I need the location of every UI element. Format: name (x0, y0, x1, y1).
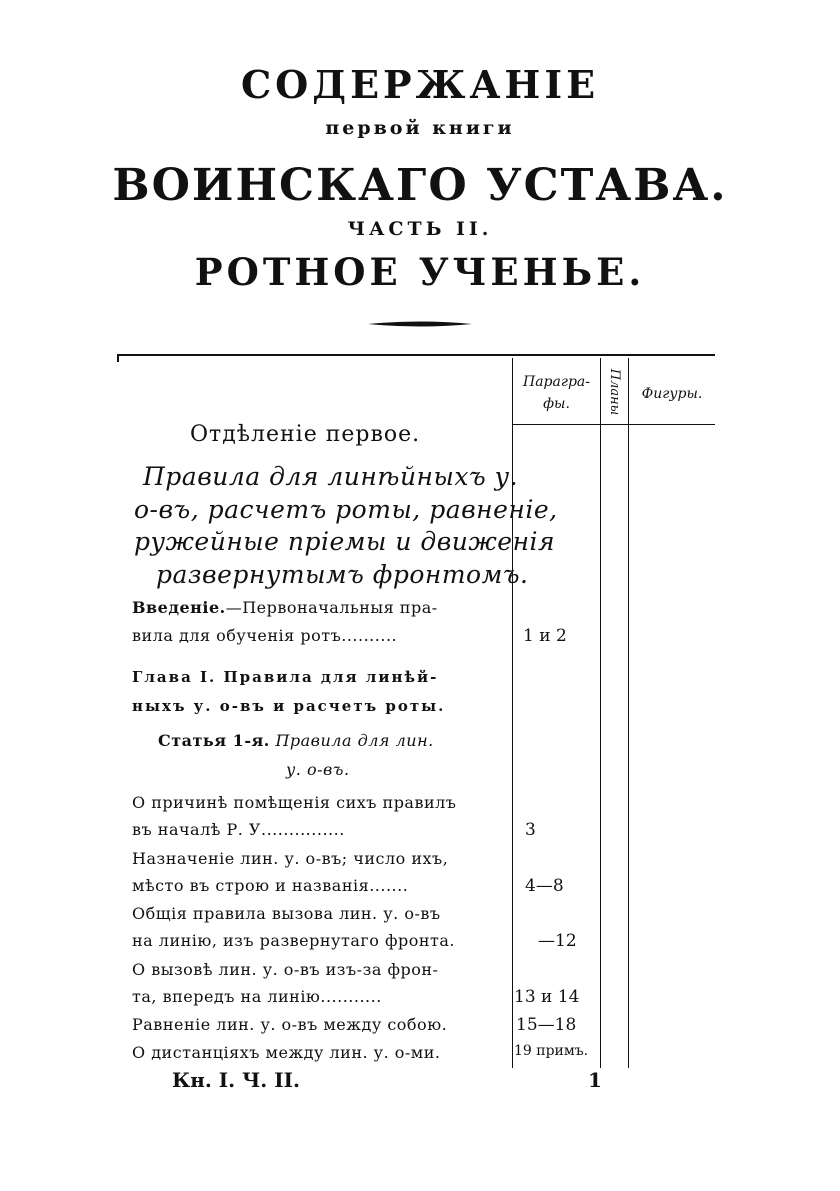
column-divider-3 (628, 358, 629, 1068)
col-header-figures: Фигуры. (641, 386, 703, 402)
chapter-heading: Глава I. Правила для линѣй- (132, 668, 439, 686)
part-title: РОТНОЕ УЧЕНЬЕ. (194, 250, 646, 294)
paragraph-ref: —12 (538, 931, 577, 951)
intro-line: Введеніе.—Первоначальныя пра- (132, 598, 438, 617)
table-top-border (117, 354, 715, 356)
table-left-border (117, 354, 119, 362)
entry-line: О вызовѣ лин. у. о-въ изъ-за фрон- (132, 960, 439, 979)
intro-label: Введеніе. (132, 598, 226, 617)
paragraph-ref: 19 примъ. (514, 1043, 589, 1059)
entry-line: Общія правила вызова лин. у. о-въ (132, 904, 441, 923)
signature-mark: Кн. I. Ч. II. (172, 1068, 300, 1092)
section-desc-line: о-въ, расчетъ роты, равненіе, (134, 495, 558, 524)
section-heading: Отдѣленіе первое. (190, 422, 421, 447)
entry-line: мѣсто въ строю и названія....... (132, 876, 409, 895)
col-header-plans: Планы (607, 368, 622, 416)
article-heading: Статья 1-я. Правила для лин. (158, 731, 434, 750)
ornament-rule-icon (368, 320, 472, 328)
page-number: 1 (588, 1068, 602, 1092)
chapter-heading: ныхъ у. о-въ и расчетъ роты. (132, 697, 446, 715)
part-number: ЧАСТЬ II. (347, 218, 493, 240)
entry-line: Назначеніе лин. у. о-въ; число ихъ, (132, 849, 449, 868)
entry-line: О дистанціяхъ между лин. у. о-ми. (132, 1043, 441, 1062)
paragraph-ref: 4—8 (525, 876, 564, 896)
section-desc-line: развернутымъ фронтомъ. (156, 560, 529, 589)
entry-line: О причинѣ помѣщенія сихъ правилъ (132, 793, 457, 812)
col-header-paragraphs: Парагра- фы. (523, 374, 590, 412)
section-desc-line: Правила для линѣйныхъ у. (143, 462, 519, 491)
paragraph-ref: 15—18 (516, 1015, 577, 1035)
intro-line: вила для обученія ротъ.......... (132, 626, 398, 645)
entry-line: Равненіе лин. у. о-въ между собою. (132, 1015, 448, 1034)
book-subtitle: первой книги (325, 117, 515, 139)
statute-title: ВОИНСКАГО УСТАВА. (112, 160, 728, 211)
paragraph-ref: 13 и 14 (514, 987, 580, 1007)
entry-line: та, впередъ на линію........... (132, 987, 382, 1006)
contents-title: СОДЕРЖАНІЕ (240, 62, 600, 107)
section-desc-line: ружейные пріемы и движенія (134, 527, 556, 556)
paragraph-ref: 1 и 2 (523, 626, 567, 646)
table-header-divider (512, 424, 715, 425)
paragraph-ref: 3 (525, 820, 536, 840)
entry-line: въ началѣ Р. У............... (132, 820, 345, 839)
article-heading: у. о-въ. (286, 760, 350, 779)
entry-line: на линію, изъ развернутаго фронта. (132, 931, 455, 950)
column-divider-2 (600, 358, 601, 1068)
